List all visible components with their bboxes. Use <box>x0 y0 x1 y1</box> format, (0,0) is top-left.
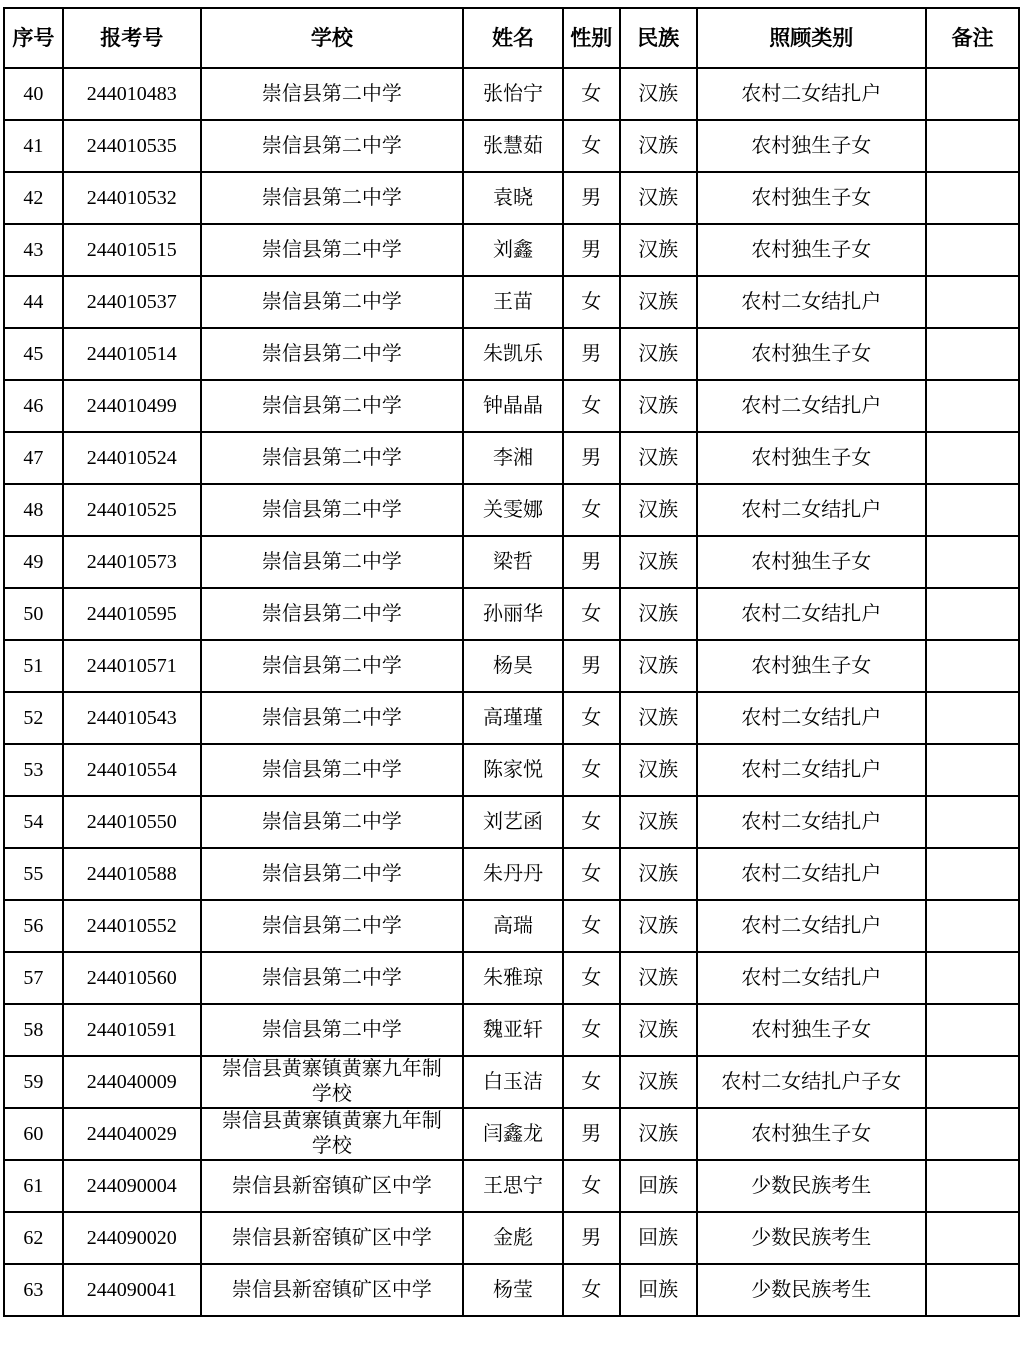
cell-school: 崇信县第二中学 <box>201 796 463 848</box>
cell-ethnicity: 汉族 <box>620 588 697 640</box>
col-header-name: 姓名 <box>463 8 563 68</box>
cell-care-category: 农村独生子女 <box>697 172 927 224</box>
cell-gender: 男 <box>563 536 620 588</box>
cell-name: 钟晶晶 <box>463 380 563 432</box>
cell-ethnicity: 汉族 <box>620 900 697 952</box>
cell-ethnicity: 回族 <box>620 1160 697 1212</box>
cell-ethnicity: 汉族 <box>620 1108 697 1160</box>
cell-school: 崇信县第二中学 <box>201 380 463 432</box>
table-row <box>4 692 1019 744</box>
cell-care-category: 农村二女结扎户子女 <box>697 1056 927 1108</box>
cell-care-category: 农村二女结扎户 <box>697 952 927 1004</box>
cell-index: 43 <box>4 224 63 276</box>
cell-remark <box>926 1108 1019 1160</box>
cell-remark <box>926 68 1019 120</box>
col-header-care-category: 照顾类别 <box>697 8 927 68</box>
cell-ethnicity: 汉族 <box>620 796 697 848</box>
cell-index: 45 <box>4 328 63 380</box>
cell-reg-no: 244090004 <box>63 1160 201 1212</box>
cell-remark <box>926 640 1019 692</box>
table-row <box>4 1004 1019 1056</box>
cell-care-category: 农村二女结扎户 <box>697 484 927 536</box>
cell-gender: 女 <box>563 1264 620 1316</box>
cell-school: 崇信县第二中学 <box>201 120 463 172</box>
cell-gender: 女 <box>563 120 620 172</box>
cell-care-category: 农村二女结扎户 <box>697 588 927 640</box>
cell-remark <box>926 484 1019 536</box>
cell-remark <box>926 1264 1019 1316</box>
cell-reg-no: 244010595 <box>63 588 201 640</box>
cell-gender: 女 <box>563 1160 620 1212</box>
cell-name: 杨莹 <box>463 1264 563 1316</box>
cell-index: 61 <box>4 1160 63 1212</box>
cell-reg-no: 244010573 <box>63 536 201 588</box>
cell-remark <box>926 1160 1019 1212</box>
cell-school: 崇信县第二中学 <box>201 536 463 588</box>
cell-care-category: 农村二女结扎户 <box>697 692 927 744</box>
cell-care-category: 少数民族考生 <box>697 1160 927 1212</box>
table-row <box>4 172 1019 224</box>
cell-care-category: 农村独生子女 <box>697 432 927 484</box>
cell-care-category: 农村独生子女 <box>697 1108 927 1160</box>
cell-ethnicity: 汉族 <box>620 848 697 900</box>
cell-reg-no: 244010537 <box>63 276 201 328</box>
cell-gender: 男 <box>563 1212 620 1264</box>
table-row <box>4 848 1019 900</box>
cell-remark <box>926 900 1019 952</box>
cell-gender: 女 <box>563 588 620 640</box>
cell-gender: 女 <box>563 1056 620 1108</box>
cell-remark <box>926 952 1019 1004</box>
cell-ethnicity: 汉族 <box>620 172 697 224</box>
cell-remark <box>926 1056 1019 1108</box>
table-row <box>4 120 1019 172</box>
cell-ethnicity: 汉族 <box>620 952 697 1004</box>
cell-reg-no: 244010591 <box>63 1004 201 1056</box>
cell-gender: 女 <box>563 692 620 744</box>
cell-index: 50 <box>4 588 63 640</box>
cell-care-category: 农村二女结扎户 <box>697 796 927 848</box>
cell-name: 高瑞 <box>463 900 563 952</box>
cell-index: 59 <box>4 1056 63 1108</box>
cell-school: 崇信县第二中学 <box>201 848 463 900</box>
cell-reg-no: 244010535 <box>63 120 201 172</box>
cell-remark <box>926 224 1019 276</box>
cell-care-category: 农村二女结扎户 <box>697 276 927 328</box>
cell-care-category: 农村二女结扎户 <box>697 848 927 900</box>
cell-index: 47 <box>4 432 63 484</box>
cell-index: 49 <box>4 536 63 588</box>
cell-care-category: 农村二女结扎户 <box>697 744 927 796</box>
cell-gender: 男 <box>563 640 620 692</box>
cell-ethnicity: 汉族 <box>620 640 697 692</box>
cell-remark <box>926 1004 1019 1056</box>
cell-reg-no: 244010514 <box>63 328 201 380</box>
cell-name: 张慧茹 <box>463 120 563 172</box>
table-row <box>4 588 1019 640</box>
cell-care-category: 农村独生子女 <box>697 328 927 380</box>
cell-care-category: 农村独生子女 <box>697 536 927 588</box>
cell-remark <box>926 744 1019 796</box>
cell-ethnicity: 汉族 <box>620 328 697 380</box>
cell-school: 崇信县第二中学 <box>201 900 463 952</box>
cell-index: 40 <box>4 68 63 120</box>
cell-gender: 女 <box>563 848 620 900</box>
cell-index: 51 <box>4 640 63 692</box>
table-row <box>4 536 1019 588</box>
cell-school: 崇信县黄寨镇黄寨九年制学校 <box>201 1108 463 1160</box>
cell-name: 魏亚轩 <box>463 1004 563 1056</box>
cell-school: 崇信县第二中学 <box>201 172 463 224</box>
cell-name: 朱丹丹 <box>463 848 563 900</box>
header-row <box>4 8 1019 68</box>
cell-index: 62 <box>4 1212 63 1264</box>
cell-reg-no: 244090020 <box>63 1212 201 1264</box>
col-header-school: 学校 <box>201 8 463 68</box>
cell-gender: 女 <box>563 900 620 952</box>
col-header-gender: 性别 <box>563 8 620 68</box>
cell-ethnicity: 汉族 <box>620 120 697 172</box>
cell-index: 48 <box>4 484 63 536</box>
applicants-care-category-table <box>3 7 1020 1317</box>
cell-remark <box>926 120 1019 172</box>
table-row <box>4 276 1019 328</box>
cell-name: 刘鑫 <box>463 224 563 276</box>
cell-gender: 女 <box>563 276 620 328</box>
cell-index: 57 <box>4 952 63 1004</box>
cell-ethnicity: 汉族 <box>620 68 697 120</box>
cell-reg-no: 244010550 <box>63 796 201 848</box>
cell-school: 崇信县第二中学 <box>201 328 463 380</box>
cell-gender: 男 <box>563 1108 620 1160</box>
cell-name: 朱凯乐 <box>463 328 563 380</box>
cell-reg-no: 244010524 <box>63 432 201 484</box>
cell-ethnicity: 汉族 <box>620 224 697 276</box>
cell-reg-no: 244010499 <box>63 380 201 432</box>
cell-ethnicity: 汉族 <box>620 536 697 588</box>
cell-care-category: 农村二女结扎户 <box>697 380 927 432</box>
cell-gender: 女 <box>563 1004 620 1056</box>
cell-name: 关雯娜 <box>463 484 563 536</box>
cell-remark <box>926 848 1019 900</box>
cell-reg-no: 244010483 <box>63 68 201 120</box>
table-row <box>4 1108 1019 1160</box>
cell-name: 刘艺函 <box>463 796 563 848</box>
cell-reg-no: 244010515 <box>63 224 201 276</box>
table-row <box>4 1212 1019 1264</box>
cell-name: 朱雅琼 <box>463 952 563 1004</box>
cell-school: 崇信县第二中学 <box>201 640 463 692</box>
cell-remark <box>926 1212 1019 1264</box>
cell-care-category: 农村独生子女 <box>697 224 927 276</box>
cell-ethnicity: 汉族 <box>620 1056 697 1108</box>
cell-index: 58 <box>4 1004 63 1056</box>
cell-school: 崇信县第二中学 <box>201 744 463 796</box>
cell-ethnicity: 汉族 <box>620 276 697 328</box>
cell-name: 王思宁 <box>463 1160 563 1212</box>
cell-index: 54 <box>4 796 63 848</box>
cell-index: 56 <box>4 900 63 952</box>
cell-school: 崇信县新窑镇矿区中学 <box>201 1264 463 1316</box>
cell-index: 63 <box>4 1264 63 1316</box>
cell-ethnicity: 汉族 <box>620 380 697 432</box>
cell-reg-no: 244010543 <box>63 692 201 744</box>
cell-reg-no: 244010532 <box>63 172 201 224</box>
cell-gender: 男 <box>563 328 620 380</box>
cell-index: 42 <box>4 172 63 224</box>
cell-ethnicity: 汉族 <box>620 1004 697 1056</box>
cell-school: 崇信县第二中学 <box>201 1004 463 1056</box>
col-header-reg-no: 报考号 <box>63 8 201 68</box>
cell-index: 44 <box>4 276 63 328</box>
cell-reg-no: 244010571 <box>63 640 201 692</box>
cell-school: 崇信县第二中学 <box>201 432 463 484</box>
cell-name: 闫鑫龙 <box>463 1108 563 1160</box>
cell-school: 崇信县第二中学 <box>201 224 463 276</box>
cell-care-category: 少数民族考生 <box>697 1212 927 1264</box>
cell-index: 41 <box>4 120 63 172</box>
cell-school: 崇信县新窑镇矿区中学 <box>201 1160 463 1212</box>
cell-school: 崇信县新窑镇矿区中学 <box>201 1212 463 1264</box>
cell-ethnicity: 汉族 <box>620 484 697 536</box>
table-row <box>4 224 1019 276</box>
table-row <box>4 380 1019 432</box>
cell-gender: 男 <box>563 432 620 484</box>
table-row <box>4 900 1019 952</box>
cell-index: 52 <box>4 692 63 744</box>
cell-gender: 女 <box>563 952 620 1004</box>
table-row <box>4 1264 1019 1316</box>
cell-remark <box>926 328 1019 380</box>
table-row <box>4 328 1019 380</box>
cell-name: 梁哲 <box>463 536 563 588</box>
table-row <box>4 952 1019 1004</box>
cell-care-category: 农村二女结扎户 <box>697 68 927 120</box>
cell-reg-no: 244090041 <box>63 1264 201 1316</box>
cell-care-category: 少数民族考生 <box>697 1264 927 1316</box>
cell-gender: 女 <box>563 796 620 848</box>
cell-name: 孙丽华 <box>463 588 563 640</box>
cell-remark <box>926 536 1019 588</box>
cell-care-category: 农村独生子女 <box>697 1004 927 1056</box>
cell-gender: 女 <box>563 484 620 536</box>
col-header-remark: 备注 <box>926 8 1019 68</box>
cell-index: 55 <box>4 848 63 900</box>
cell-care-category: 农村独生子女 <box>697 120 927 172</box>
cell-reg-no: 244040009 <box>63 1056 201 1108</box>
cell-reg-no: 244010552 <box>63 900 201 952</box>
cell-school: 崇信县黄寨镇黄寨九年制学校 <box>201 1056 463 1108</box>
cell-school: 崇信县第二中学 <box>201 68 463 120</box>
cell-reg-no: 244040029 <box>63 1108 201 1160</box>
cell-reg-no: 244010560 <box>63 952 201 1004</box>
cell-gender: 女 <box>563 744 620 796</box>
table-row <box>4 796 1019 848</box>
cell-name: 王苗 <box>463 276 563 328</box>
cell-remark <box>926 172 1019 224</box>
cell-name: 杨昊 <box>463 640 563 692</box>
cell-index: 60 <box>4 1108 63 1160</box>
cell-gender: 女 <box>563 380 620 432</box>
cell-school: 崇信县第二中学 <box>201 588 463 640</box>
cell-remark <box>926 432 1019 484</box>
cell-remark <box>926 380 1019 432</box>
cell-school: 崇信县第二中学 <box>201 952 463 1004</box>
cell-name: 陈家悦 <box>463 744 563 796</box>
cell-gender: 男 <box>563 172 620 224</box>
cell-school: 崇信县第二中学 <box>201 692 463 744</box>
table-row <box>4 432 1019 484</box>
table-row <box>4 640 1019 692</box>
cell-remark <box>926 692 1019 744</box>
cell-ethnicity: 回族 <box>620 1212 697 1264</box>
cell-index: 46 <box>4 380 63 432</box>
cell-school: 崇信县第二中学 <box>201 276 463 328</box>
cell-name: 金彪 <box>463 1212 563 1264</box>
cell-name: 高瑾瑾 <box>463 692 563 744</box>
cell-name: 张怡宁 <box>463 68 563 120</box>
cell-remark <box>926 796 1019 848</box>
cell-ethnicity: 回族 <box>620 1264 697 1316</box>
table-row <box>4 68 1019 120</box>
cell-ethnicity: 汉族 <box>620 692 697 744</box>
cell-gender: 男 <box>563 224 620 276</box>
cell-index: 53 <box>4 744 63 796</box>
col-header-index: 序号 <box>4 8 63 68</box>
cell-reg-no: 244010525 <box>63 484 201 536</box>
cell-name: 袁晓 <box>463 172 563 224</box>
table-row <box>4 1160 1019 1212</box>
cell-remark <box>926 276 1019 328</box>
cell-care-category: 农村独生子女 <box>697 640 927 692</box>
cell-remark <box>926 588 1019 640</box>
cell-school: 崇信县第二中学 <box>201 484 463 536</box>
cell-reg-no: 244010554 <box>63 744 201 796</box>
cell-ethnicity: 汉族 <box>620 744 697 796</box>
table-row <box>4 744 1019 796</box>
cell-reg-no: 244010588 <box>63 848 201 900</box>
cell-name: 李湘 <box>463 432 563 484</box>
cell-ethnicity: 汉族 <box>620 432 697 484</box>
cell-name: 白玉洁 <box>463 1056 563 1108</box>
table-row <box>4 484 1019 536</box>
cell-care-category: 农村二女结扎户 <box>697 900 927 952</box>
col-header-ethnicity: 民族 <box>620 8 697 68</box>
table-row <box>4 1056 1019 1108</box>
cell-gender: 女 <box>563 68 620 120</box>
